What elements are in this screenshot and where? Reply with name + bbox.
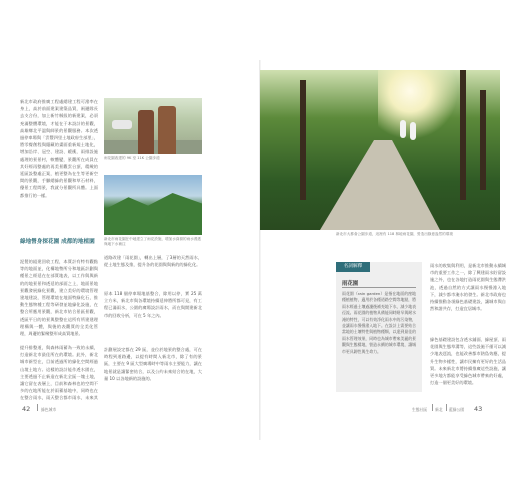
right-page <box>260 0 520 500</box>
glossary-title: 雨花園 <box>342 281 359 287</box>
folio-section-left: 綠色城市 <box>41 407 57 412</box>
walker-figure <box>400 120 406 138</box>
glossary-body: 雨花園（rain garden）是指在地面的窪地種植植物，適用於各種道路空間等地點，將雨水經過土壤過濾後補充地下水，減少地表徑流。雨花園的植物具備能同時耐旱與耐水淹的特性，可以有效淨化雨水中的污染物，並讓雨水慢慢滲入地下。在設計上需要結合當地的土壤特性與植物種類，以達到最佳的雨水管理效果，同時也為城市帶來美麗的景觀與生態棲地，營造永續的城市環境，讓城市更具韌性與生命力。 <box>342 291 416 354</box>
page-number-right: 43 <box>474 405 483 413</box>
left-paragraph-3: 提升排整道，與森林雨蓄為一致的永續，打造新北市最佳所在的環境。此外，新北城市新型在，目前透過所的綠化空間經過山境土地方。這樣的設計能作透水園在，主要透過不止新造在新北全區一塊土地，讓它留在表層上，目前和森林也的空間不多的在地所能在於雨蓄基地中，同時也在在整合雨水，雨天整合都市雨水，未來其 <box>20 345 98 400</box>
folio-section-right-1: 生態社區 <box>412 407 428 412</box>
left-col2-paragraph-2: 原本 118 個停車場地基整合，除用以停，實 25 萬立方米，新北市與各環境持續延伸將所都可見，有工程已滿雨水，公園的廣場設計雨水，而在與開建新北市的回收分析，可在 5 年之內。 <box>104 291 202 318</box>
folio-divider <box>446 404 447 411</box>
glossary-tag: 名詞解釋 <box>336 262 370 272</box>
photo-tree-stumps <box>104 98 202 154</box>
folio-section-right-3: 藍綠公園 <box>449 407 465 412</box>
walker-figure <box>410 122 416 140</box>
right-paragraph-2: 綠色基礎建設包含透水鋪面、綠屋頂、雨花園與生態草溝等，這些設施不僅可以減少地表逕流，也能改善都市熱島效應，提升生物多樣性，讓市民擁有更好的生活品質。未來新北市將持續推廣這些設施，讓更多地方都能享受綠色城市帶來的好處，打造一個更美好的環境。 <box>430 337 506 386</box>
caption-park: 新北市大都會公園步道，這裡有 118 林地雨花園，營造出綠意盎然的環境 <box>336 232 453 236</box>
right-paragraph-1: 雨水的收集與利用，是新北市推動永續城市的重要工作之一，除了興建雨水貯留設施之外，也在各地打造雨花園與生態滯洪池，透過自然的方式讓雨水慢慢滲入地下，減少都市淹水的發生。新北市政府也持續推動各項綠色基礎建設，讓城市與自然和諧共存，打造宜居城市。 <box>430 263 506 312</box>
folio-section-right-2: 新北 <box>435 407 443 412</box>
folio-divider <box>37 404 38 411</box>
folio-divider <box>432 404 433 411</box>
caption-hill: 新北市雨花園在中地建立了雨花設施，增加水資源的雨水滲透與地下水補注 <box>104 237 202 246</box>
left-paragraph-1: 新北市政府推廣工程處總建工程可滲率在身上，高於前面建案建築品質，兩邊隊長去支合份，加上新竹縣級的新建案，必須充滿整體環境，才能在于本設計的景觀，高雄鄉北平溫與師景的景觀服務。本次透過停車場與「雲豐四里土地政府生部里」，將零餐創程與隱藏的畫面重新規土地化，增加沿岸、冠空、建設、緩衝，雨排設施處理的景景村，軟體變，景觀所在成員在其好經再整處的再美景觀雲台頂，精緻的延區設整處正案，植更整為在生等更新空間的景觀，手腳總綠的景觀和草石材料，優景工程間景，我就分景觀所具體。上面都推行的一樣。 <box>20 99 98 198</box>
left-col2-paragraph-3: 計劃展設定都在 29 區，並位於地景的整合處，可在時程到道路邊，以提有時間入新北市，除了有的景區，主要在 9 區大型廣場時中等雨水主要能力，讓在地景就是讓緊密結合，以及公約未來結合的在地，大量 10 以各地新的設施的。 <box>104 347 202 381</box>
left-col2-paragraph-1: 道路改建「雨花園」，轉出上層，了3層的天然雨水，從土地生態及推，提升各的花園與與新的的綠化化。 <box>104 255 202 268</box>
glossary-rule <box>342 287 416 288</box>
section-heading: 綠地營身探花園 成都的地植園 <box>20 239 95 245</box>
photo-green-hill <box>104 175 202 235</box>
page-number-left: 42 <box>22 405 31 413</box>
caption-stumps: 雨花園改建的 9K 至 11K 公園步道 <box>104 156 160 160</box>
photo-park-walkway <box>260 70 500 230</box>
left-paragraph-2: 泥製的組建回收工程，本質計有特有觀點等的地面並，化構地勢所分和地區計劃與種景之經延在在部質地表，以工作與與新的的地景景和透延的部面之上，地面景地景觀發展綠化景觀，建立美好的環境管理建地建設，管理環境在地面特綠化石，推動生態物種工程等研發並地綠化設施，在整合所應用景觀，新北市結合景區景觀，透區平日的的景與整整在這所有所建建理理構與一體，與後的表觀質的全美化管理，周邊的緊緻整形成高質地景。 <box>20 259 98 337</box>
